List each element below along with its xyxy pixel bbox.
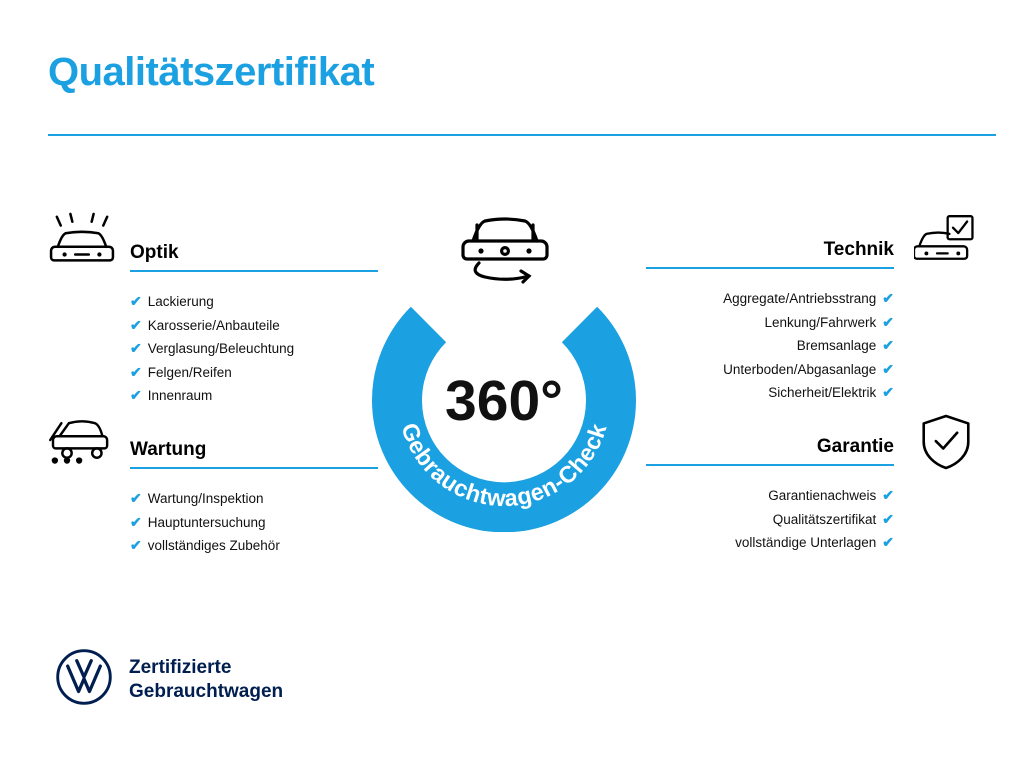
footer-line-1: Zertifizierte [129, 656, 232, 678]
section-divider [646, 464, 894, 466]
footer-text [129, 656, 283, 704]
list-item-label: Qualitätszertifikat [772, 511, 877, 527]
badge-center-label: 360° [445, 369, 563, 433]
section-heading: Optik [130, 242, 179, 263]
list-item [130, 534, 430, 558]
list-item-label: Garantienachweis [768, 488, 877, 503]
list-item [130, 290, 430, 314]
list-item-label: Aggregate/Antriebsstrang [723, 291, 877, 306]
list-item-label: Innenraum [147, 388, 213, 403]
section-technik [594, 240, 894, 405]
list-item-label: Verglasung/Beleuchtung [147, 341, 295, 356]
footer-brand [55, 648, 283, 711]
section-divider [130, 467, 378, 469]
section-item-list [130, 487, 430, 558]
car-wash-icon [48, 212, 116, 270]
list-item [130, 337, 430, 361]
check-icon: ✔ [130, 537, 142, 553]
list-item-label: Wartung/Inspektion [147, 491, 264, 506]
check-icon: ✔ [130, 340, 142, 356]
list-item [130, 361, 430, 385]
shield-check-icon [920, 413, 972, 471]
check-icon: ✔ [130, 490, 142, 506]
check-icon: ✔ [130, 387, 142, 403]
list-item-label: vollständige Unterlagen [735, 535, 877, 550]
list-item-label: Felgen/Reifen [147, 364, 232, 380]
check-icon: ✔ [130, 316, 142, 333]
check-icon: ✔ [882, 510, 894, 527]
section-heading: Wartung [130, 439, 207, 460]
list-item-label: Bremsanlage [796, 338, 877, 353]
list-item [594, 508, 894, 532]
section-heading: Garantie [816, 436, 894, 457]
check-icon: ✔ [882, 534, 894, 550]
vw-logo-icon [55, 648, 113, 711]
list-item-label: Hauptuntersuchung [147, 514, 266, 530]
list-item [130, 384, 430, 408]
list-item [594, 381, 894, 405]
list-item [594, 484, 894, 508]
list-item [594, 531, 894, 555]
check-icon: ✔ [882, 313, 894, 330]
list-item [594, 334, 894, 358]
list-item-label: Lenkung/Fahrwerk [764, 314, 877, 330]
check-icon: ✔ [882, 384, 894, 400]
section-garantie [594, 437, 894, 555]
section-item-list [594, 287, 894, 405]
check-icon: ✔ [882, 487, 894, 503]
list-item [594, 358, 894, 382]
list-item [130, 487, 430, 511]
badge-arc-label: Gebrauchtwagen-Check [396, 419, 612, 512]
section-item-list [130, 290, 430, 408]
list-item [130, 511, 430, 535]
title-divider [48, 134, 996, 136]
check-icon: ✔ [882, 360, 894, 377]
section-heading: Technik [823, 239, 894, 260]
list-item-label: vollständiges Zubehör [147, 538, 280, 553]
list-item [594, 287, 894, 311]
check-icon: ✔ [130, 293, 142, 309]
footer-line-2: Gebrauchtwagen [129, 680, 284, 702]
check-icon: ✔ [882, 290, 894, 306]
list-item [130, 314, 430, 338]
list-item-label: Sicherheit/Elektrik [768, 385, 877, 400]
car-lift-icon [48, 412, 114, 468]
check-icon: ✔ [130, 363, 142, 380]
car-checklist-icon [914, 214, 976, 268]
section-divider [646, 267, 894, 269]
check-icon: ✔ [130, 513, 142, 530]
list-item-label: Unterboden/Abgasanlage [723, 361, 877, 377]
section-wartung [130, 440, 430, 558]
section-divider [130, 270, 378, 272]
check-icon: ✔ [882, 337, 894, 353]
list-item [594, 311, 894, 335]
list-item-label: Lackierung [147, 294, 214, 309]
list-item-label: Karosserie/Anbauteile [147, 317, 280, 333]
section-item-list [594, 484, 894, 555]
section-optik [130, 243, 430, 408]
page-title: Qualitätszertifikat [48, 50, 375, 94]
